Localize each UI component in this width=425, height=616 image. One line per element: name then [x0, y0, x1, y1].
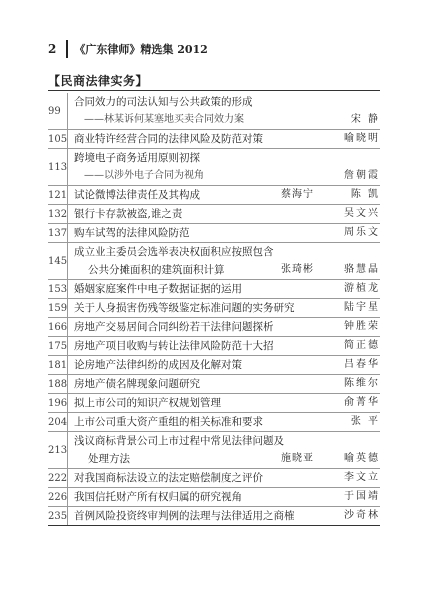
toc-title-line	[74, 261, 380, 279]
toc-entry[interactable]	[48, 413, 380, 432]
entry-subtitle: ——以涉外电子合同为视角	[84, 170, 204, 181]
toc-page-number: 235	[48, 507, 68, 525]
entry-author: 钟胜荣	[344, 321, 380, 332]
toc-page-number: 99	[48, 93, 68, 129]
toc-entry[interactable]	[48, 432, 380, 469]
entry-author: 詹朝霞	[344, 170, 380, 181]
toc-title-line	[74, 280, 380, 298]
toc-page-number: 181	[48, 356, 68, 374]
toc-title-line	[74, 224, 380, 242]
toc-page-number: 204	[48, 413, 68, 431]
toc-entry[interactable]	[48, 375, 380, 394]
entry-title: 成立业主委员会选举表决权面积应按照包含	[74, 246, 274, 258]
toc-page-number: 213	[48, 432, 68, 468]
entry-title: 处理方法	[88, 453, 130, 465]
entry-author: 游植龙	[344, 283, 380, 294]
entry-title: 房地产债名牌现象问题研究	[74, 378, 200, 390]
toc-subtitle-line	[74, 167, 380, 185]
toc-title-line	[74, 356, 380, 374]
section-rule	[48, 90, 380, 91]
entry-title: 首例风险投资终审判例的法理与法律适用之商榷	[74, 510, 295, 522]
toc-title-line	[74, 243, 380, 261]
toc-subtitle-line	[74, 111, 380, 129]
toc-title-line	[74, 186, 380, 204]
toc-page-number: 159	[48, 299, 68, 317]
entry-title: 上市公司重大资产重组的相关标准和要求	[74, 416, 263, 428]
entry-author: 喻英德	[344, 453, 380, 464]
toc-entry-body	[68, 243, 380, 279]
toc-title-line	[74, 413, 380, 431]
toc-title-line	[74, 394, 380, 412]
toc-entry-body	[68, 469, 380, 487]
entry-author: 骆慧晶	[344, 264, 380, 275]
toc-entry[interactable]	[48, 243, 380, 280]
toc-entry-body	[68, 205, 380, 223]
toc-entry-body	[68, 93, 380, 129]
toc-entry[interactable]	[48, 280, 380, 299]
toc-title-line	[74, 337, 380, 355]
toc-entry[interactable]	[48, 299, 380, 318]
entry-title: 试论微博法律责任及其构成	[74, 189, 200, 201]
toc-title-line	[74, 318, 380, 336]
entry-title: 购车试驾的法律风险防范	[74, 227, 190, 239]
toc-entry-body	[68, 432, 380, 468]
entry-coauthor: 蔡海宁	[281, 189, 314, 200]
toc-page-number: 113	[48, 149, 68, 185]
entry-author: 陈维尔	[344, 378, 380, 389]
toc-entry[interactable]	[48, 224, 380, 243]
toc-page-number: 105	[48, 130, 68, 148]
entry-author: 陆宇星	[344, 302, 380, 313]
section-title: 【民商法律实务】	[48, 74, 149, 88]
toc-title-line	[74, 488, 380, 506]
toc-title-line	[74, 432, 380, 450]
entry-author: 喻晓明	[344, 133, 380, 144]
page-number: 2	[48, 42, 57, 56]
entry-title: 银行卡存款被盗,谁之责	[74, 208, 183, 220]
toc-entry-body	[68, 130, 380, 148]
entry-author: 宋 静	[350, 114, 380, 125]
table-of-contents	[48, 93, 380, 526]
toc-entry-body	[68, 413, 380, 431]
toc-entry[interactable]	[48, 205, 380, 224]
toc-page-number: 222	[48, 469, 68, 487]
toc-page-number: 132	[48, 205, 68, 223]
toc-page-number: 137	[48, 224, 68, 242]
entry-author: 吕春华	[344, 359, 380, 370]
entry-title: 浅议商标背景公司上市过程中常见法律问题及	[74, 435, 284, 447]
entry-title: 关于人身损害伤残等级鉴定标准问题的实务研究	[74, 302, 295, 314]
entry-author: 吴文兴	[344, 208, 380, 219]
toc-entry[interactable]	[48, 318, 380, 337]
entry-author: 李文立	[344, 472, 380, 483]
toc-entry[interactable]	[48, 186, 380, 205]
toc-entry[interactable]	[48, 149, 380, 186]
toc-entry[interactable]	[48, 394, 380, 413]
toc-entry-body	[68, 299, 380, 317]
toc-entry-body	[68, 356, 380, 374]
toc-title-line	[74, 205, 380, 223]
entry-author: 于国靖	[344, 491, 380, 502]
entry-author: 俞菁华	[344, 397, 380, 408]
entry-coauthor: 张琦彬	[281, 264, 314, 275]
entry-title: 跨境电子商务适用原则初探	[74, 152, 200, 164]
entry-author: 陈 凯	[350, 189, 380, 200]
toc-entry-body	[68, 394, 380, 412]
toc-title-line	[74, 149, 380, 167]
book-title: 《广东律师》精选集 2012	[74, 43, 208, 56]
toc-entry[interactable]	[48, 93, 380, 130]
toc-entry-body	[68, 280, 380, 298]
toc-title-line	[74, 375, 380, 393]
toc-title-line	[74, 299, 380, 317]
entry-subtitle: ——林某诉何某塞地买卖合同效力案	[84, 114, 244, 125]
toc-entry-body	[68, 337, 380, 355]
toc-entry-body	[68, 318, 380, 336]
toc-page-number: 153	[48, 280, 68, 298]
toc-page-number: 188	[48, 375, 68, 393]
toc-entry[interactable]	[48, 130, 380, 149]
toc-title-line	[74, 507, 380, 525]
entry-title: 拟上市公司的知识产权规划管理	[74, 397, 221, 409]
toc-entry[interactable]	[48, 356, 380, 375]
toc-entry-body	[68, 375, 380, 393]
entry-title: 对我国商标法设立的法定赔偿制度之评价	[74, 472, 263, 484]
entry-title: 房地产项目收购与转让法律风险防范十大招	[74, 340, 274, 352]
toc-entry-body	[68, 186, 380, 204]
toc-title-line	[74, 450, 380, 468]
toc-entry-body	[68, 488, 380, 506]
toc-title-line	[74, 469, 380, 487]
entry-title: 论房地产法律纠纷的成因及化解对策	[74, 359, 242, 371]
entry-title: 房地产交易居间合同纠纷若干法律问题探析	[74, 321, 274, 333]
toc-page-number: 145	[48, 243, 68, 279]
toc-page-number: 166	[48, 318, 68, 336]
toc-entry[interactable]	[48, 507, 380, 526]
toc-entry-body	[68, 224, 380, 242]
entry-title: 商业特许经营合同的法律风险及防范对策	[74, 133, 263, 145]
toc-entry[interactable]	[48, 469, 380, 488]
entry-author: 沙奇林	[344, 510, 380, 521]
page-header	[48, 38, 388, 60]
entry-title: 合同效力的司法认知与公共政策的形成	[74, 96, 253, 108]
toc-title-line	[74, 130, 380, 148]
entry-author: 简正德	[344, 340, 380, 351]
toc-entry-body	[68, 507, 380, 525]
entry-title: 我国信托财产所有权归属的研究视角	[74, 491, 242, 503]
toc-page-number: 226	[48, 488, 68, 506]
toc-page-number: 196	[48, 394, 68, 412]
entry-author: 周乐文	[344, 227, 380, 238]
toc-title-line	[74, 93, 380, 111]
header-divider	[66, 40, 68, 58]
toc-entry[interactable]	[48, 337, 380, 356]
entry-author: 张 平	[350, 416, 380, 427]
entry-title: 婚姻家庭案件中电子数据证据的运用	[74, 283, 242, 295]
toc-page-number: 121	[48, 186, 68, 204]
toc-entry-body	[68, 149, 380, 185]
toc-entry[interactable]	[48, 488, 380, 507]
entry-title: 公共分摊面积的建筑面积计算	[88, 264, 225, 276]
toc-page-number: 175	[48, 337, 68, 355]
entry-coauthor: 施晓亚	[281, 453, 314, 464]
